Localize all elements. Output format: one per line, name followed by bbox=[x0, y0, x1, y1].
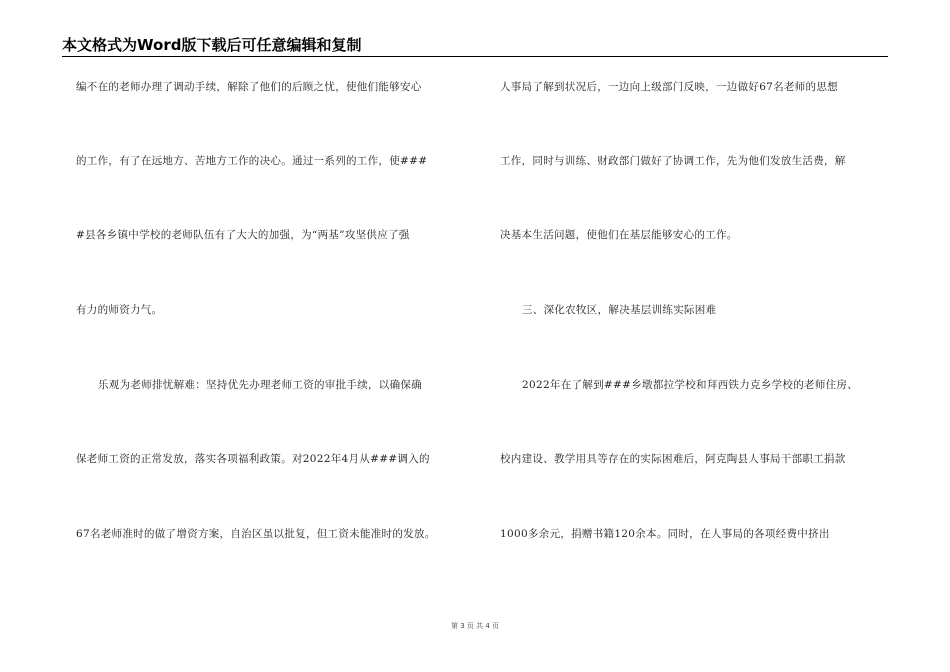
paragraph-line: 决基本生活问题，使他们在基层能够安心的工作。 bbox=[500, 229, 738, 241]
paragraph-line: 2022年在了解到###乡墩都拉学校和拜西铁力克乡学校的老师住房、 bbox=[522, 379, 859, 391]
paragraph-line: 有力的师资力气。 bbox=[76, 304, 163, 316]
paragraph-line: 工作，同时与训练、财政部门做好了协调工作，先为他们发放生活费，解 bbox=[500, 155, 846, 167]
right-text-column bbox=[500, 0, 900, 600]
paragraph-line: 的工作，有了在远地方、苦地方工作的决心。通过一系列的工作，使### bbox=[76, 155, 428, 167]
header-title: 本文格式为Word版下载后可任意编辑和复制 bbox=[62, 36, 362, 54]
paragraph-line: #县各乡镇中学校的老师队伍有了大大的加强，为“两基”攻坚供应了强 bbox=[76, 229, 410, 241]
paragraph-line: 人事局了解到状况后，一边向上级部门反映，一边做好67名老师的思想 bbox=[500, 81, 838, 93]
paragraph-line: 67名老师准时的做了增资方案，自治区虽以批复，但工资未能准时的发放。 bbox=[76, 528, 436, 540]
paragraph-line: 1000多余元，捐赠书籍120余本。同时，在人事局的各项经费中挤出 bbox=[500, 528, 830, 540]
paragraph-line: 乐观为老师排忧解难：坚持优先办理老师工资的审批手续，以确保确 bbox=[98, 379, 422, 391]
paragraph-line: 校内建设、教学用具等存在的实际困难后，阿克陶县人事局干部职工捐款 bbox=[500, 453, 846, 465]
paragraph-line: 编不在的老师办理了调动手续，解除了他们的后顾之忧，使他们能够安心 bbox=[76, 81, 422, 93]
page-number: 第 3 页 共 4 页 bbox=[450, 622, 500, 630]
section-heading: 三、深化农牧区，解决基层训练实际困难 bbox=[522, 304, 717, 316]
left-text-column bbox=[76, 0, 476, 600]
paragraph-line: 保老师工资的正常发放，落实各项福利政策。对2022年4月从###调入的 bbox=[76, 453, 430, 465]
